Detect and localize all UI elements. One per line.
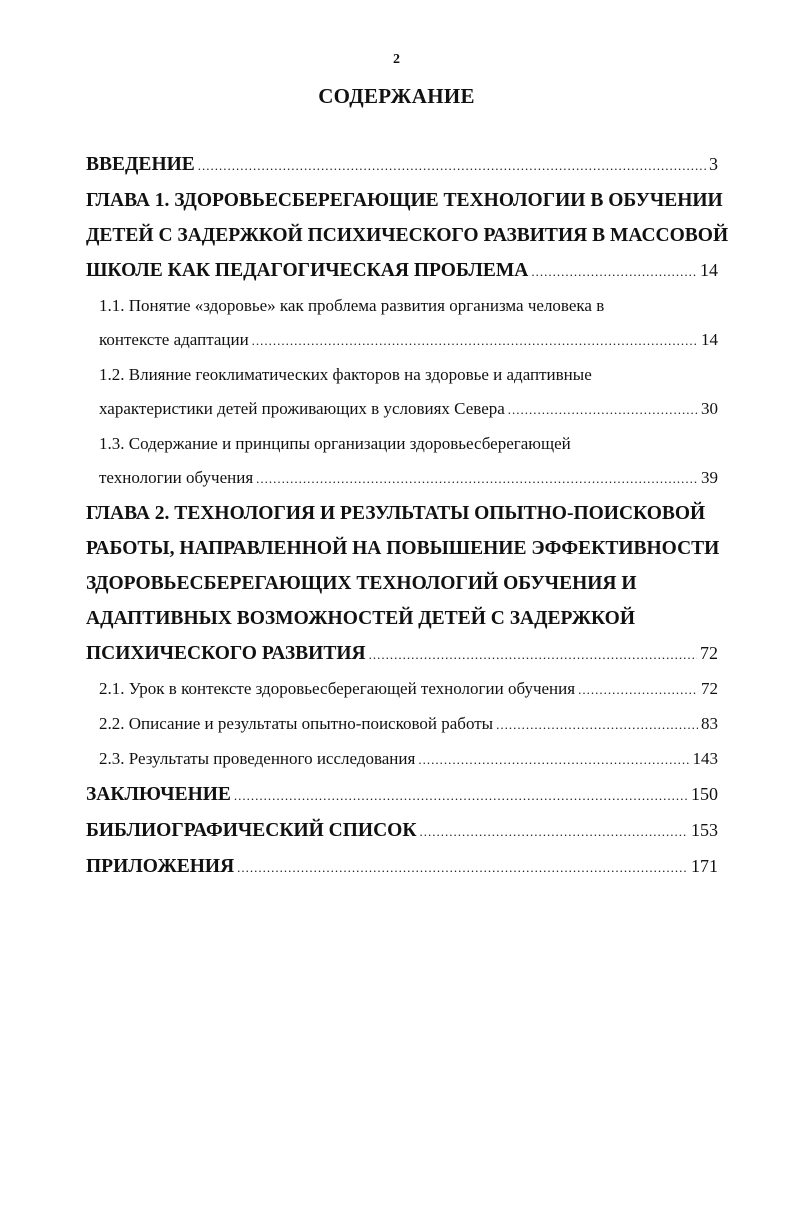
toc-entry-section-2-3[interactable] <box>86 742 718 777</box>
toc-page-number: 39 <box>701 468 718 487</box>
dot-leader <box>418 743 689 777</box>
toc-entry-appendices[interactable] <box>86 849 718 885</box>
toc-entry-text: ЗДОРОВЬЕСБЕРЕГАЮЩИХ ТЕХНОЛОГИЙ ОБУЧЕНИЯ И <box>86 573 637 594</box>
page-title: СОДЕРЖАНИЕ <box>318 84 475 108</box>
toc-entry-chapter-2[interactable] <box>86 496 718 672</box>
toc-entry-text: 2.3. Результаты проведенного исследования <box>99 749 416 768</box>
dot-leader <box>256 462 698 496</box>
dot-leader <box>252 324 698 358</box>
toc-page-number: 30 <box>701 399 718 418</box>
toc-entry-conclusion[interactable] <box>86 777 718 813</box>
toc-entry-introduction[interactable] <box>86 147 718 183</box>
toc-page-number: 171 <box>691 856 718 876</box>
dot-leader <box>369 637 697 672</box>
toc-page-number: 3 <box>709 154 718 174</box>
dot-leader <box>234 778 688 813</box>
dot-leader <box>508 393 698 427</box>
toc-entry-text: ДЕТЕЙ С ЗАДЕРЖКОЙ ПСИХИЧЕСКОГО РАЗВИТИЯ В МАССОВОЙ <box>86 225 729 246</box>
toc-page-number: 14 <box>701 330 718 349</box>
toc-entry-text: 1.2. Влияние геоклиматических факторов на здоровье и адаптивные <box>99 365 592 384</box>
dot-leader <box>198 148 706 183</box>
toc-page-number: 153 <box>691 820 718 840</box>
toc-entry-chapter-1[interactable] <box>86 183 729 289</box>
toc-page-number: 150 <box>691 784 718 804</box>
toc-entry-text: ШКОЛЕ КАК ПЕДАГОГИЧЕСКАЯ ПРОБЛЕМА <box>86 260 529 281</box>
toc-entry-text: ГЛАВА 2. ТЕХНОЛОГИЯ И РЕЗУЛЬТАТЫ ОПЫТНО-ПОИСКОВОЙ <box>86 503 706 524</box>
dot-leader <box>237 850 688 885</box>
toc-entry-text: 1.3. Содержание и принципы организации здоровьесберегающей <box>99 434 571 453</box>
dot-leader <box>419 814 688 849</box>
page-number: 2 <box>393 52 400 67</box>
toc-page-number: 72 <box>700 643 718 663</box>
toc-entry-text: 2.2. Описание и результаты опытно-поисковой работы <box>99 714 494 733</box>
toc-entry-text: ВВЕДЕНИЕ <box>86 154 195 175</box>
toc-entry-text: технологии обучения <box>99 468 254 487</box>
dot-leader <box>578 673 698 707</box>
toc-entry-text: 1.1. Понятие «здоровье» как проблема развития организма человека в <box>99 296 605 315</box>
toc-page-number: 83 <box>701 714 718 733</box>
toc-entry-text: контексте адаптации <box>99 330 249 349</box>
toc-entry-text: ЗАКЛЮЧЕНИЕ <box>86 784 231 805</box>
toc-entry-text: характеристики детей проживающих в условиях Севера <box>99 399 505 418</box>
table-of-contents <box>86 147 729 885</box>
toc-page-number: 143 <box>692 749 718 768</box>
toc-entry-text: БИБЛИОГРАФИЧЕСКИЙ СПИСОК <box>86 820 417 841</box>
toc-entry-bibliography[interactable] <box>86 813 718 849</box>
toc-page-number: 72 <box>701 679 718 698</box>
dot-leader <box>496 708 698 742</box>
toc-page-number: 14 <box>700 260 718 280</box>
toc-entry-text: ПРИЛОЖЕНИЯ <box>86 856 235 877</box>
toc-entry-section-2-1[interactable] <box>86 672 718 707</box>
toc-entry-text: АДАПТИВНЫХ ВОЗМОЖНОСТЕЙ ДЕТЕЙ С ЗАДЕРЖКОЙ <box>86 608 635 629</box>
toc-entry-section-2-2[interactable] <box>86 707 718 742</box>
toc-entry-text: ГЛАВА 1. ЗДОРОВЬЕСБЕРЕГАЮЩИЕ ТЕХНОЛОГИИ В ОБУЧЕНИИ <box>86 190 723 211</box>
toc-entry-text: 2.1. Урок в контексте здоровьесберегающей технологии обучения <box>99 679 576 698</box>
toc-entry-section-1-1[interactable] <box>86 289 718 358</box>
toc-entry-text: РАБОТЫ, НАПРАВЛЕННОЙ НА ПОВЫШЕНИЕ ЭФФЕКТИВНОСТИ <box>86 538 720 559</box>
toc-entry-section-1-3[interactable] <box>86 427 718 496</box>
toc-entry-text: ПСИХИЧЕСКОГО РАЗВИТИЯ <box>86 643 366 664</box>
toc-entry-section-1-2[interactable] <box>86 358 718 427</box>
dot-leader <box>531 254 697 289</box>
